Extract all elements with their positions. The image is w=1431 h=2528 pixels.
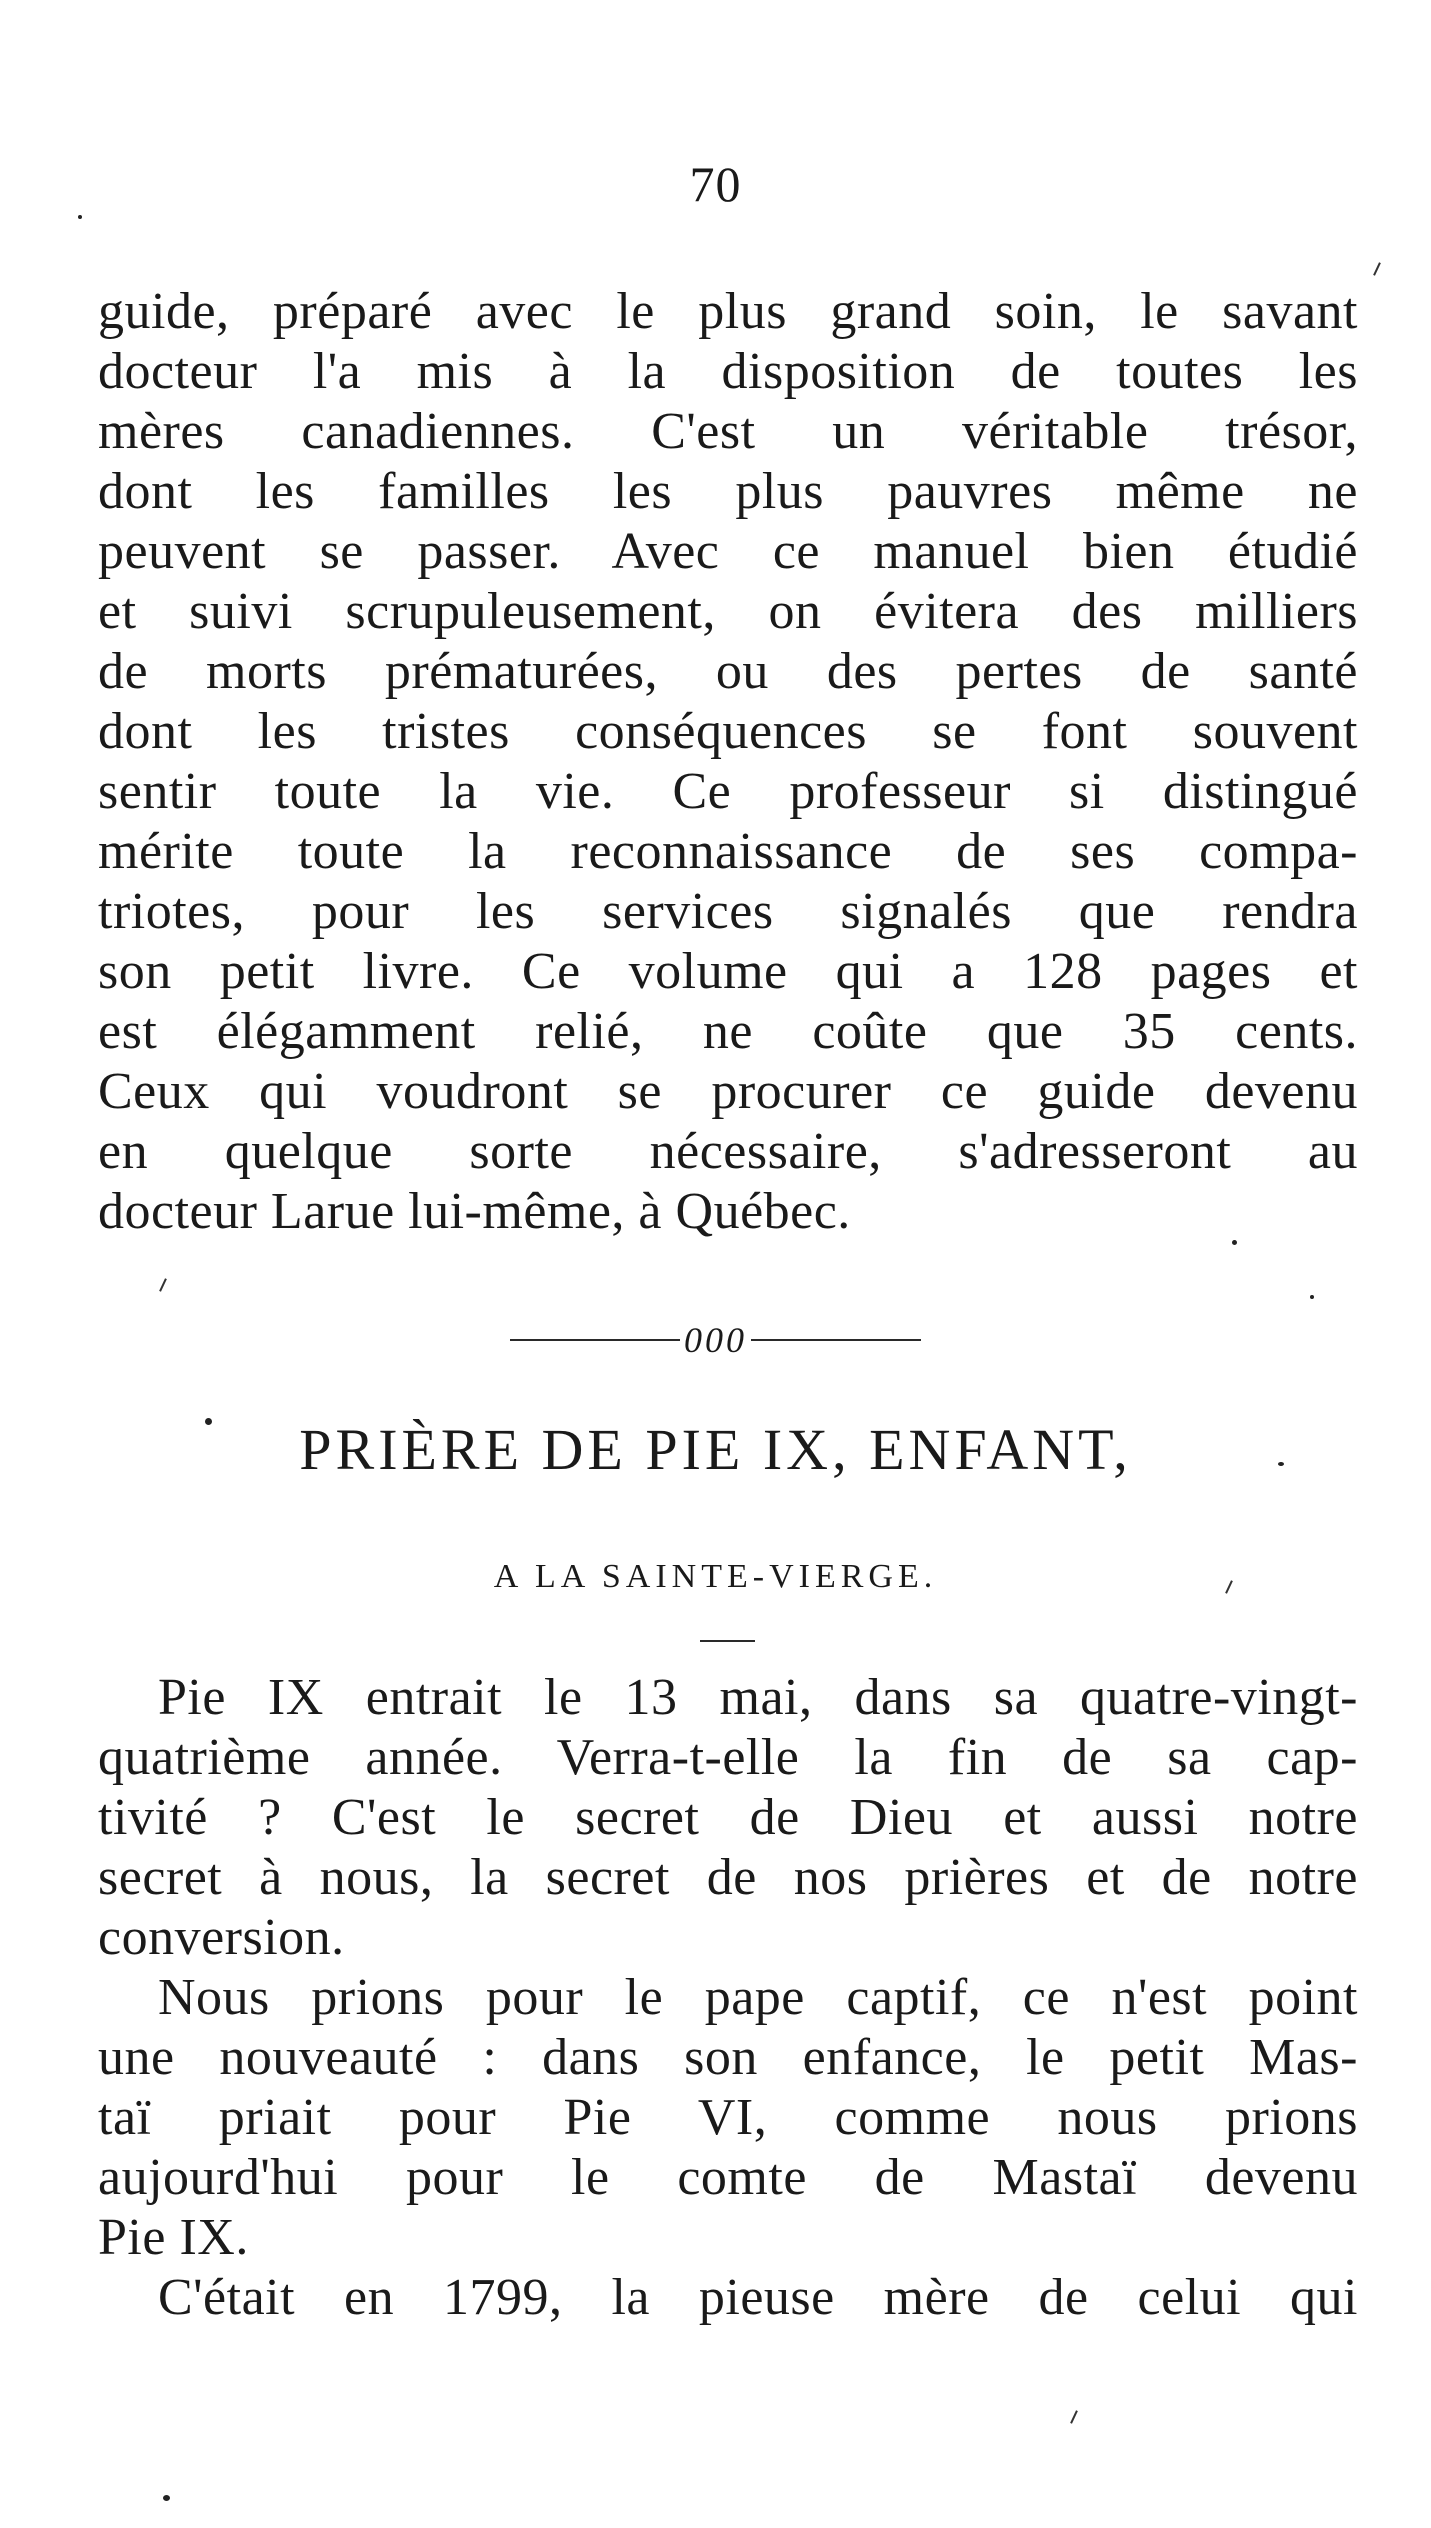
text-line: quatrième année. Verra-t-elle la fin de sa cap- [98, 1729, 1358, 1786]
section-subtitle: A LA SAINTE-VIERGE. [493, 1558, 938, 1595]
text-line: guide, préparé avec le plus grand soin, le savant [98, 283, 1358, 340]
section-title: PRIÈRE DE PIE IX, ENFANT, [299, 1417, 1132, 1482]
ink-speck [1232, 1240, 1237, 1245]
text-line: mérite toute la reconnaissance de ses compa- [98, 823, 1358, 880]
page-number: 70 [689, 156, 742, 212]
ink-speck [1278, 1462, 1284, 1466]
text-line: secret à nous, la secret de nos prières et de notre [98, 1849, 1358, 1906]
separator-rule-right [751, 1339, 921, 1341]
text-line: de morts prématurées, ou des pertes de santé [98, 643, 1358, 700]
text-line: Nous prions pour le pape captif, ce n'est point [158, 1969, 1358, 2026]
text-line: aujourd'hui pour le comte de Mastaï devenu [98, 2149, 1358, 2206]
text-line: en quelque sorte nécessaire, s'adresseront au [98, 1123, 1358, 1180]
separator-ornament: 000 [684, 1320, 747, 1360]
text-line: docteur l'a mis à la disposition de toutes les [98, 343, 1358, 400]
text-line: docteur Larue lui-même, à Québec. [98, 1183, 851, 1240]
ink-speck [78, 215, 82, 219]
separator-rule-left [510, 1339, 680, 1341]
text-line: Ceux qui voudront se procurer ce guide devenu [98, 1063, 1358, 1120]
text-line: conversion. [98, 1909, 345, 1966]
text-line: Pie IX entrait le 13 mai, dans sa quatre-vingt- [158, 1669, 1358, 1726]
section-separator [0, 1310, 1431, 1370]
text-line: dont les tristes conséquences se font souvent [98, 703, 1358, 760]
ink-speck [1310, 1295, 1314, 1299]
ink-mark [1373, 262, 1381, 276]
ink-speck [205, 1418, 212, 1425]
text-line: triotes, pour les services signalés que rendra [98, 883, 1358, 940]
text-line: taï priait pour Pie VI, comme nous prions [98, 2089, 1358, 2146]
text-line: sentir toute la vie. Ce professeur si distingué [98, 763, 1358, 820]
text-line: son petit livre. Ce volume qui a 128 pages et [98, 943, 1358, 1000]
heading-rule [700, 1640, 755, 1642]
text-line: C'était en 1799, la pieuse mère de celui qui [158, 2269, 1358, 2326]
text-line: mères canadiennes. C'est un véritable trésor, [98, 403, 1358, 460]
text-line: peuvent se passer. Avec ce manuel bien étudié [98, 523, 1358, 580]
text-line: et suivi scrupuleusement, on évitera des milliers [98, 583, 1358, 640]
text-line: une nouveauté : dans son enfance, le petit Mas- [98, 2029, 1358, 2086]
text-line: est élégamment relié, ne coûte que 35 cents. [98, 1003, 1358, 1060]
text-line: Pie IX. [98, 2209, 249, 2266]
ink-mark [1070, 2410, 1078, 2424]
ink-mark [159, 1278, 167, 1292]
ink-speck [163, 2495, 170, 2501]
text-line: dont les familles les plus pauvres même ne [98, 463, 1358, 520]
text-line: tivité ? C'est le secret de Dieu et aussi notre [98, 1789, 1358, 1846]
